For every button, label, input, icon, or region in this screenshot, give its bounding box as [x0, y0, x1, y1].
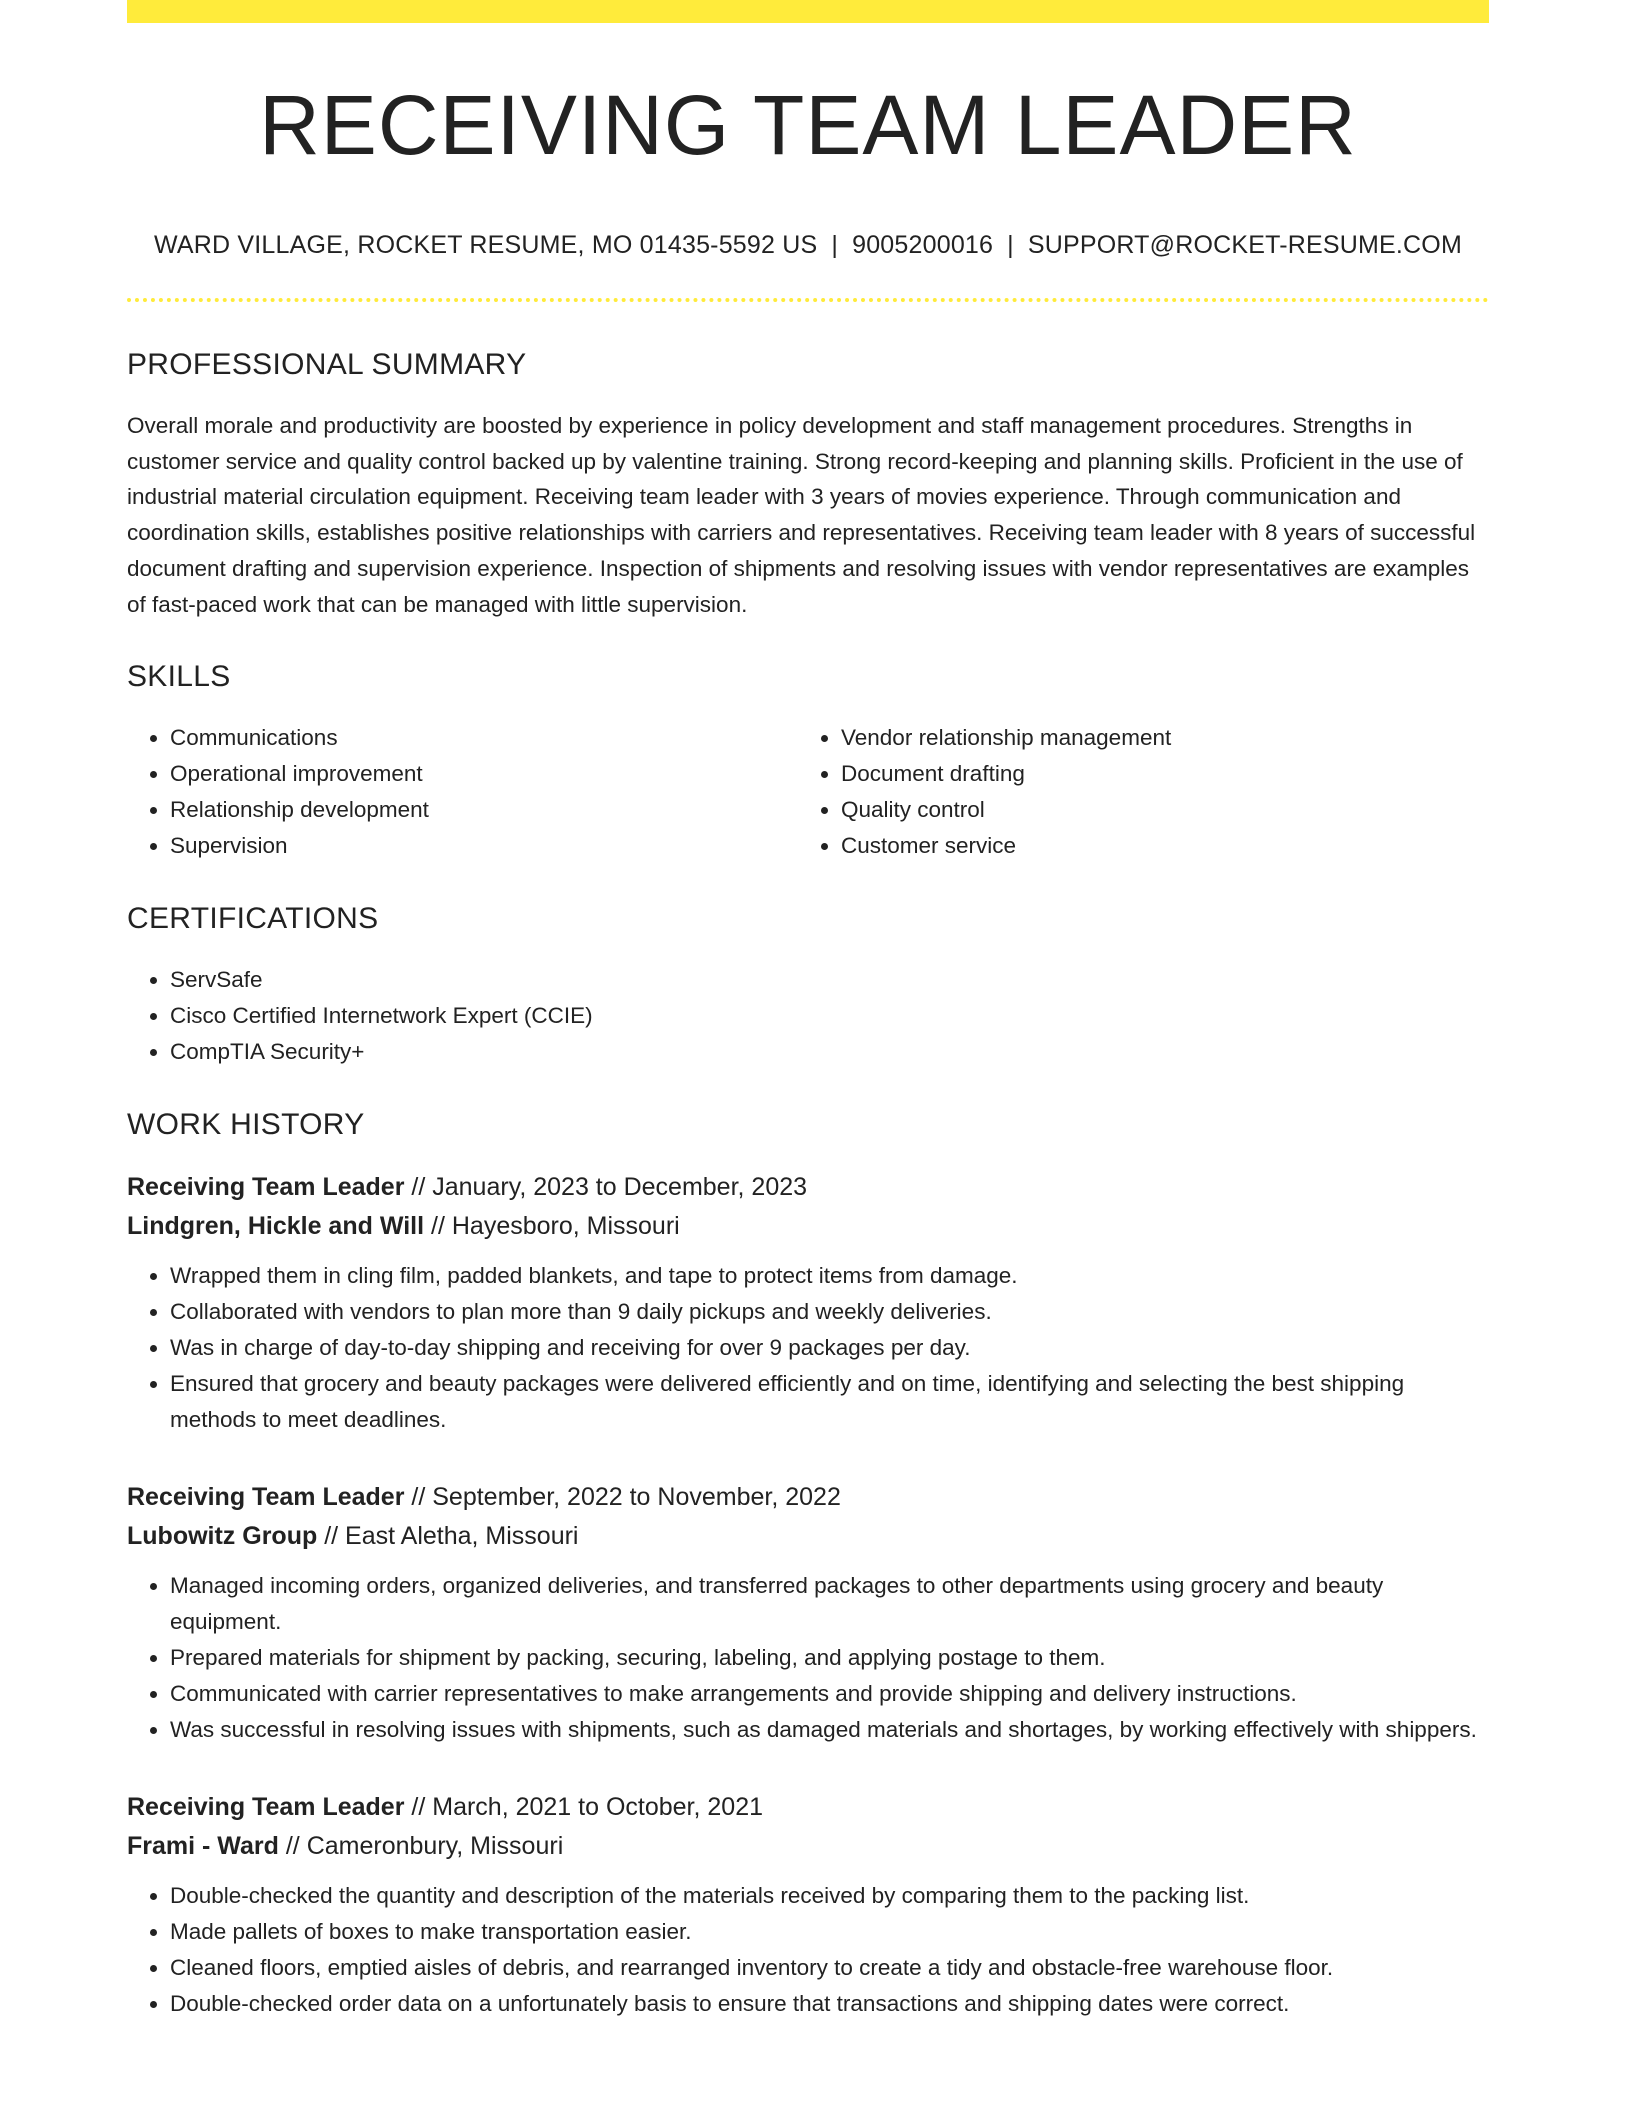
job-bullets — [127, 1258, 1489, 1438]
job-bullet: • Ensured that grocery and beauty packages were delivered efficiently and on time, identifying and selecting the best shipping methods to meet deadlines. — [170, 1366, 1489, 1438]
job-entry — [127, 1788, 1489, 2022]
job-separator: // — [285, 1832, 300, 1861]
job-title: Receiving Team Leader — [127, 1173, 405, 1202]
accent-top-bar — [127, 0, 1489, 23]
certification-item: • CompTIA Security+ — [170, 1034, 1489, 1070]
certifications-heading: CERTIFICATIONS — [127, 902, 379, 936]
job-company-line — [127, 1517, 1489, 1556]
summary-text: Overall morale and productivity are boosted by experience in policy development and staff management procedures. Strengths in customer service and quality control backed up by valentine training. Strong record-keeping and planning skills. Proficient in the use of industrial material circulation equipment. Receiving team leader with 3 years of movies experience. Through communication and coordination skills, establishes positive relationships with carriers and representatives. Receiving team leader with 8 years of successful document drafting and supervision experience. Inspection of shipments and resolving issues with vendor representatives are examples of fast-paced work that can be managed with little supervision. — [127, 413, 1476, 617]
job-location: Hayesboro, Missouri — [451, 1212, 680, 1241]
job-bullet: • Managed incoming orders, organized deliveries, and transferred packages to other departments using grocery and beauty equipment. — [170, 1568, 1489, 1640]
job-entry — [127, 1478, 1489, 1748]
job-title-line — [127, 1788, 1489, 1827]
resume-name-title: RECEIVING TEAM LEADER — [259, 78, 1357, 172]
skill-item: • Communications — [170, 720, 798, 756]
skills-heading: SKILLS — [127, 660, 231, 694]
job-company: Frami - Ward — [127, 1832, 279, 1861]
resume-page — [127, 0, 1489, 2022]
job-separator: // — [324, 1522, 339, 1551]
contact-address: WARD VILLAGE, ROCKET RESUME, MO 01435-5592 US — [154, 231, 818, 259]
skill-item: • Vendor relationship management — [841, 720, 1469, 756]
job-bullet: • Was in charge of day-to-day shipping and receiving for over 9 packages per day. — [170, 1330, 1489, 1366]
job-title: Receiving Team Leader — [127, 1483, 405, 1512]
job-bullet: • Collaborated with vendors to plan more than 9 daily pickups and weekly deliveries. — [170, 1294, 1489, 1330]
skill-item: • Customer service — [841, 828, 1469, 864]
skill-item: • Operational improvement — [170, 756, 798, 792]
job-bullet: • Double-checked order data on a unfortunately basis to ensure that transactions and shipping dates were correct. — [170, 1986, 1489, 2022]
skill-item: • Document drafting — [841, 756, 1469, 792]
job-bullet: • Double-checked the quantity and description of the materials received by comparing them to the packing list. — [170, 1878, 1489, 1914]
job-bullet: • Wrapped them in cling film, padded blankets, and tape to protect items from damage. — [170, 1258, 1489, 1294]
skill-item: • Quality control — [841, 792, 1469, 828]
job-bullet: • Prepared materials for shipment by packing, securing, labeling, and applying postage to them. — [170, 1640, 1489, 1676]
job-separator: // — [411, 1483, 426, 1512]
job-bullets — [127, 1568, 1489, 1748]
job-title-line — [127, 1168, 1489, 1207]
skill-item: • Relationship development — [170, 792, 798, 828]
job-bullets — [127, 1878, 1489, 2022]
job-entry — [127, 1168, 1489, 1438]
job-bullet: • Made pallets of boxes to make transportation easier. — [170, 1914, 1489, 1950]
certification-item: • ServSafe — [170, 962, 1489, 998]
job-dates: March, 2021 to October, 2021 — [432, 1793, 764, 1822]
job-company: Lubowitz Group — [127, 1522, 318, 1551]
contact-separator: | — [1007, 231, 1014, 259]
job-title-line — [127, 1478, 1489, 1517]
skills-column-left — [127, 720, 798, 864]
job-separator: // — [411, 1173, 426, 1202]
contact-phone: 9005200016 — [852, 231, 994, 259]
contact-line — [127, 231, 1489, 260]
summary-heading: PROFESSIONAL SUMMARY — [127, 348, 527, 381]
certification-item: • Cisco Certified Internetwork Expert (CCIE) — [170, 998, 1489, 1034]
job-company-line — [127, 1207, 1489, 1246]
skills-column-right — [798, 720, 1469, 864]
job-dates: January, 2023 to December, 2023 — [432, 1173, 808, 1202]
skills-list — [127, 720, 1489, 864]
work-history-heading: WORK HISTORY — [127, 1108, 365, 1142]
job-bullet: • Was successful in resolving issues with shipments, such as damaged materials and shortages, by working effectively with shippers. — [170, 1712, 1489, 1748]
job-dates: September, 2022 to November, 2022 — [432, 1483, 841, 1512]
job-separator: // — [431, 1212, 445, 1241]
job-bullet: • Cleaned floors, emptied aisles of debris, and rearranged inventory to create a tidy and obstacle-free warehouse floor. — [170, 1950, 1489, 1986]
contact-separator: | — [831, 231, 839, 259]
certifications-list — [127, 962, 1489, 1070]
job-location: East Aletha, Missouri — [345, 1522, 579, 1551]
dotted-divider — [127, 298, 1489, 302]
job-bullet: • Communicated with carrier representatives to make arrangements and provide shipping and delivery instructions. — [170, 1676, 1489, 1712]
job-title: Receiving Team Leader — [127, 1793, 405, 1822]
job-company-line — [127, 1827, 1489, 1866]
skill-item: • Supervision — [170, 828, 798, 864]
job-company: Lindgren, Hickle and Will — [127, 1212, 425, 1241]
job-separator: // — [411, 1793, 426, 1822]
contact-email: SUPPORT@ROCKET-RESUME.COM — [1027, 231, 1462, 259]
job-location: Cameronbury, Missouri — [306, 1832, 564, 1861]
